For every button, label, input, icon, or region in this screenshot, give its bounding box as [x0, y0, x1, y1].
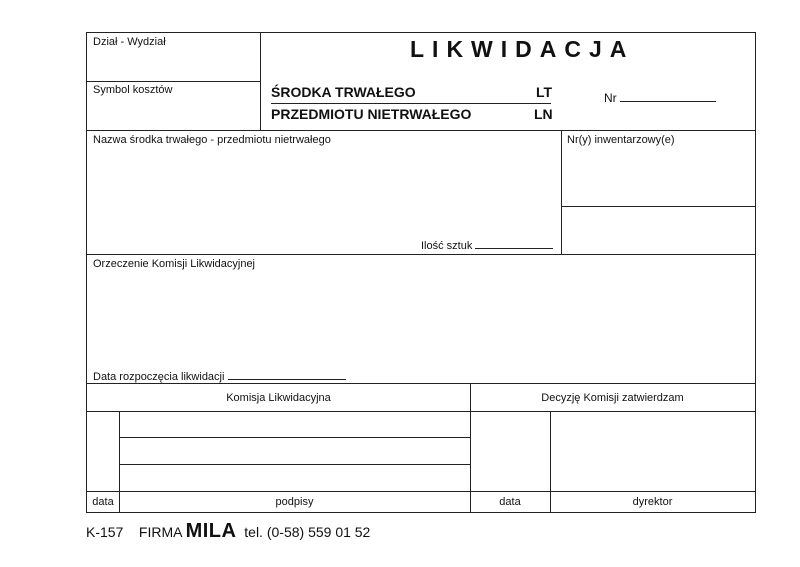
- fixed-asset-code: LT: [536, 84, 553, 100]
- number-field[interactable]: [604, 91, 716, 105]
- signature-line-1: [119, 437, 470, 438]
- approval-label: Decyzję Komisji zatwierdzam: [541, 392, 684, 404]
- dept-label: Dział - Wydział: [93, 36, 166, 48]
- approval-date-label: data: [499, 496, 521, 508]
- signature-line-2: [119, 464, 470, 465]
- header-bottom-line: [87, 130, 755, 131]
- ruling-label: Orzeczenie Komisji Likwidacyjnej: [93, 258, 256, 270]
- start-date-field[interactable]: [93, 369, 346, 383]
- asset-bottom-line: [87, 254, 755, 255]
- commission-label: Komisja Likwidacyjna: [226, 392, 331, 404]
- asset-name-label: Nazwa środka trwałego - przedmiotu nietrwałego: [93, 134, 331, 146]
- signature-footer-line: [87, 491, 755, 492]
- start-date-blank[interactable]: [228, 369, 346, 380]
- form-footer: [86, 520, 370, 543]
- start-date-label: Data rozpoczęcia likwidacji: [93, 371, 225, 383]
- quantity-field[interactable]: [421, 238, 553, 252]
- inventory-label: Nr(y) inwentarzowy(e): [567, 134, 675, 146]
- quantity-label: Ilość sztuk: [421, 240, 473, 252]
- form-code: K-157: [86, 524, 124, 540]
- header-divider: [260, 33, 261, 130]
- nondurable-label: PRZEDMIOTU NIETRWAŁEGO: [271, 106, 472, 122]
- number-label: Nr: [604, 91, 617, 105]
- signature-header-line: [87, 411, 755, 412]
- asset-type-divider: [271, 103, 551, 104]
- quantity-blank[interactable]: [475, 238, 553, 249]
- inventory-divider: [561, 206, 755, 207]
- dept-divider: [87, 81, 260, 82]
- date-label: data: [92, 496, 114, 508]
- phone-number: tel. (0-58) 559 01 52: [244, 524, 371, 540]
- ruling-bottom-line: [87, 383, 755, 384]
- nondurable-code: LN: [534, 106, 553, 122]
- form-title: LIKWIDACJA: [410, 36, 635, 62]
- fixed-asset-label: ŚRODKA TRWAŁEGO: [271, 84, 416, 100]
- asset-divider: [561, 130, 562, 254]
- signatures-label: podpisy: [275, 496, 314, 508]
- liquidation-form: [86, 32, 756, 513]
- number-blank[interactable]: [620, 91, 716, 102]
- brand-name: MILA: [185, 520, 237, 542]
- cost-symbol-label: Symbol kosztów: [93, 84, 173, 96]
- firm-label: FIRMA: [138, 524, 182, 540]
- director-label: dyrektor: [632, 496, 673, 508]
